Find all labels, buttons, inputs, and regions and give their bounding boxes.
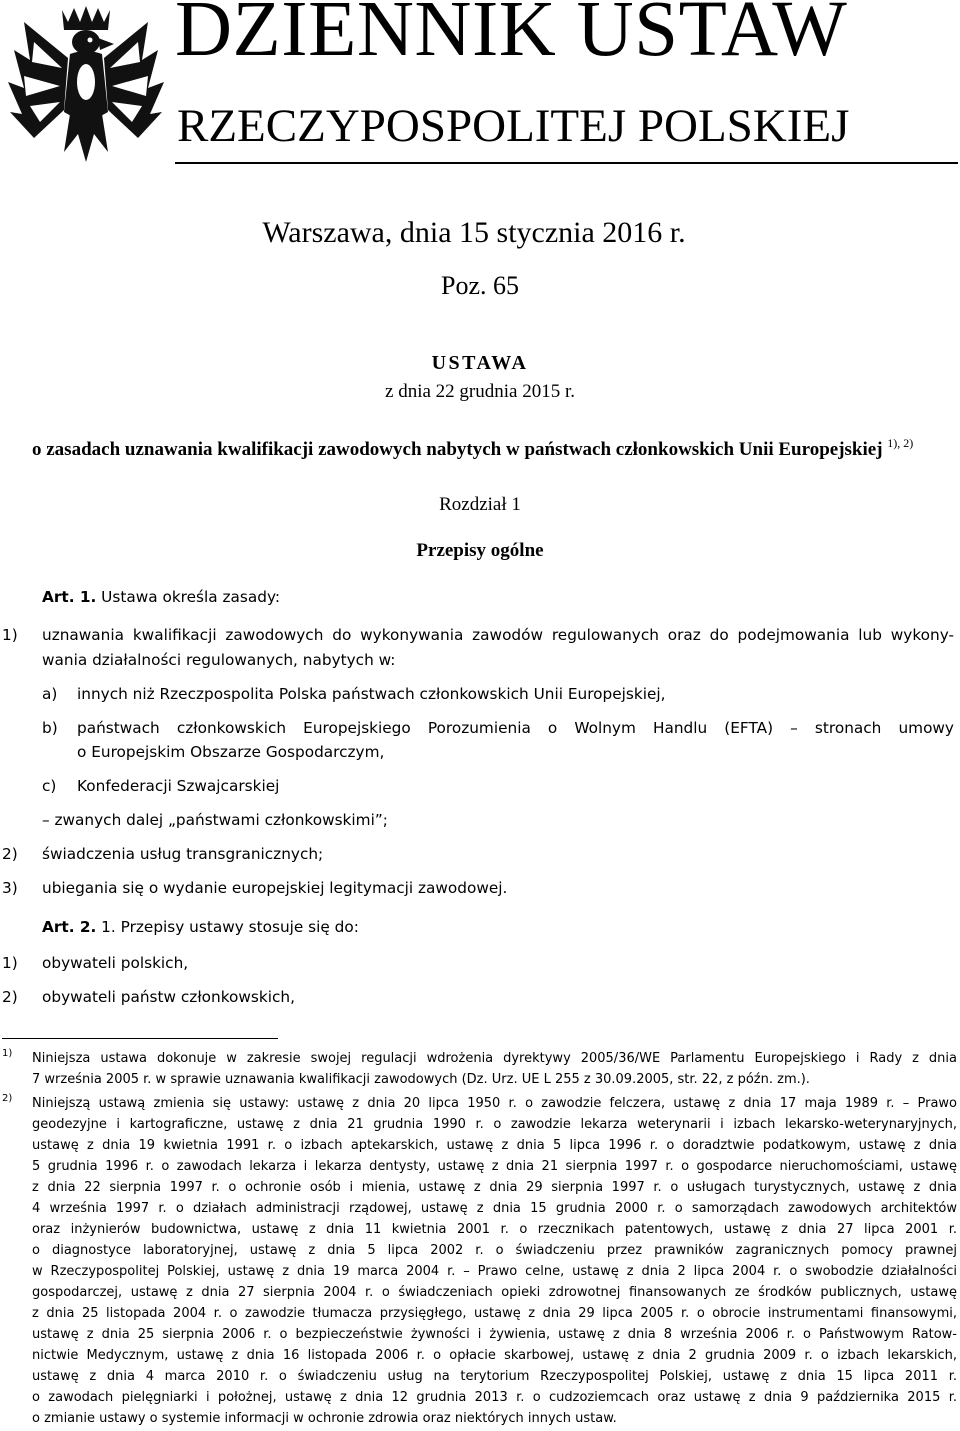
art2-p1-number: 1): [2, 954, 18, 972]
footnote-mark: 1): [2, 1048, 13, 1059]
gazette-title: DZIENNIK USTAW: [175, 0, 848, 73]
publication-date: Warszawa, dnia 15 stycznia 2016 r.: [262, 216, 686, 249]
art1-c-number: c): [42, 777, 57, 795]
art2-intro: Art. 2. 1. Przepisy ustawy stosuje się do:: [42, 918, 359, 936]
art1-p2-text: świadczenia usług transgranicznych;: [42, 845, 324, 863]
act-title: o zasadach uznawania kwalifikacji zawodowych nabytych w państwach członkowskich Unii Europejskiej $^{1), 2)}$: [32, 436, 914, 460]
art1-p3-number: 3): [2, 879, 18, 897]
footnote-line: z dnia 22 sierpnia 1997 r. o ochronie osób i mienia, ustawę z dnia 29 sierpnia 1997 r. o usługach turystycznych, ustawę z dnia: [32, 1180, 957, 1195]
art1-a-text: innych niż Rzeczpospolita Polska państwach członkowskich Unii Europejskiej,: [77, 685, 666, 703]
act-date: z dnia 22 grudnia 2015 r.: [385, 381, 575, 402]
art1-a-number: a): [42, 685, 58, 703]
footnote-line: 4 września 1997 r. o działach administracji rządowej, ustawę z dnia 15 grudnia 2000 r. o samorządach zawodowych architektów: [32, 1201, 957, 1216]
position-number: Poz. 65: [441, 271, 519, 300]
art1-b-number: b): [42, 719, 58, 737]
art1-p3-text: ubiegania się o wydanie europejskiej legitymacji zawodowej.: [42, 879, 508, 897]
footnote-line: o zmianie ustawy o systemie informacji w ochronie zdrowia oraz niektórych innych ustaw.: [32, 1411, 617, 1426]
footnote-line: 7 września 2005 r. w sprawie uznawania kwalifikacji zawodowych (Dz. Urz. UE L 255 z 30.09.2005, str. 22, z późn. zm.).: [32, 1072, 810, 1087]
footnote-refs: 1), 2): [887, 436, 914, 450]
art1-p1-line1: uznawania kwalifikacji zawodowych do wykonywania zawodów regulowanych oraz do podejmowania lub wykony-: [42, 626, 954, 644]
footnote-line: geodezyjne i kartograficzne, ustawę z dnia 21 grudnia 1990 r. o zawodzie lekarza weterynarii i izbach lekarsko-weterynaryjnych,: [32, 1117, 957, 1132]
gazette-subtitle: RZECZYPOSPOLITEJ POLSKIEJ: [177, 100, 850, 152]
chapter-number: Rozdział 1: [439, 494, 521, 515]
act-type: USTAWA: [431, 352, 529, 374]
footnote-line: Niniejszą ustawą zmienia się ustawy: ustawę z dnia 20 lipca 1950 r. o zawodzie felczera, ustawę z dnia 17 maja 1989 r. – Prawo: [32, 1096, 957, 1111]
footnote-line: Niniejsza ustawa dokonuje w zakresie swojej regulacji wdrożenia dyrektywy 2005/36/WE Parlamentu Europejskiego i Rady z dnia: [32, 1051, 957, 1066]
art1-p2-number: 2): [2, 845, 18, 863]
art2-p2-text: obywateli państw członkowskich,: [42, 988, 295, 1006]
art2-label: Art. 2.: [42, 918, 97, 936]
art1-c-text: Konfederacji Szwajcarskiej: [77, 777, 280, 795]
footnote-line: ustawę z dnia 25 sierpnia 2006 r. o bezpieczeństwie żywności i żywienia, ustawę z dnia 8 września 2006 r. o Państwowym Ratow-: [32, 1327, 957, 1342]
art1-b-line2: o Europejskim Obszarze Gospodarczym,: [77, 743, 385, 761]
art1-p1-line2: wania działalności regulowanych, nabytych w:: [42, 651, 396, 669]
footnote-line: 5 grudnia 1996 r. o zawodach lekarza i lekarza dentysty, ustawę z dnia 21 sierpnia 1997 r. o gospodarce nieruchomościami, ustawę: [32, 1159, 957, 1174]
footnote-line: ustawę z dnia 4 marca 2010 r. o świadczeniu usług na terytorium Rzeczypospolitej Polskiej, ustawę z dnia 15 lipca 2011 r.: [32, 1369, 957, 1384]
art1-closing: – zwanych dalej „państwami członkowskimi”;: [42, 811, 388, 829]
art2-p1-text: obywateli polskich,: [42, 954, 189, 972]
art1-p1-number: 1): [2, 626, 18, 644]
footnote-mark: 2): [2, 1093, 13, 1104]
art1-label: Art. 1.: [42, 588, 97, 606]
footnote-line: gospodarczej, ustawę z dnia 27 sierpnia 2004 r. o świadczeniach opieki zdrowotnej finansowanych ze środków publicznych, ustawę: [32, 1285, 957, 1300]
footnote-line: z dnia 25 listopada 2004 r. o zawodzie tłumacza przysięgłego, ustawę z dnia 29 lipca 2005 r. o obrocie instrumentami finansowymi,: [32, 1306, 957, 1321]
footnote-line: nictwie Medycznym, ustawę z dnia 16 listopada 2006 r. o opłacie skarbowej, ustawę z dnia 2 grudnia 2009 r. o izbach lekarskich,: [32, 1348, 957, 1363]
header-divider: [175, 162, 958, 164]
art1-intro: Art. 1. Ustawa określa zasady:: [42, 588, 281, 606]
art2-p2-number: 2): [2, 988, 18, 1006]
art1-b-line1: państwach członkowskich Europejskiego Porozumienia o Wolnym Handlu (EFTA) – stronach umowy: [77, 719, 954, 737]
eagle-emblem-icon: [4, 2, 164, 168]
footnote-line: w Rzeczypospolitej Polskiej, ustawę z dnia 19 marca 2004 r. – Prawo celne, ustawę z dnia 2 lipca 2004 r. o swobodzie działalności: [32, 1264, 957, 1279]
footnote-line: ustawę z dnia 19 kwietnia 1991 r. o izbach aptekarskich, ustawę z dnia 5 lipca 1996 r. o doradztwie podatkowym, ustawę z dnia: [32, 1138, 957, 1153]
footnote-line: o diagnostyce laboratoryjnej, ustawę z dnia 5 lipca 2002 r. o świadczeniu przez prawników zagranicznych pomocy prawnej: [32, 1243, 957, 1258]
footnote-line: oraz inżynierów budownictwa, ustawę z dnia 11 kwietnia 2001 r. o rzecznikach patentowych, ustawę z dnia 27 lipca 2001 r.: [32, 1222, 957, 1237]
footnote-line: o zawodach pielęgniarki i położnej, ustawę z dnia 12 grudnia 2013 r. o cudzoziemcach oraz ustawę z dnia 9 października 2015 r.: [32, 1390, 957, 1405]
footnote-divider: [2, 1038, 278, 1039]
chapter-title: Przepisy ogólne: [416, 540, 544, 561]
